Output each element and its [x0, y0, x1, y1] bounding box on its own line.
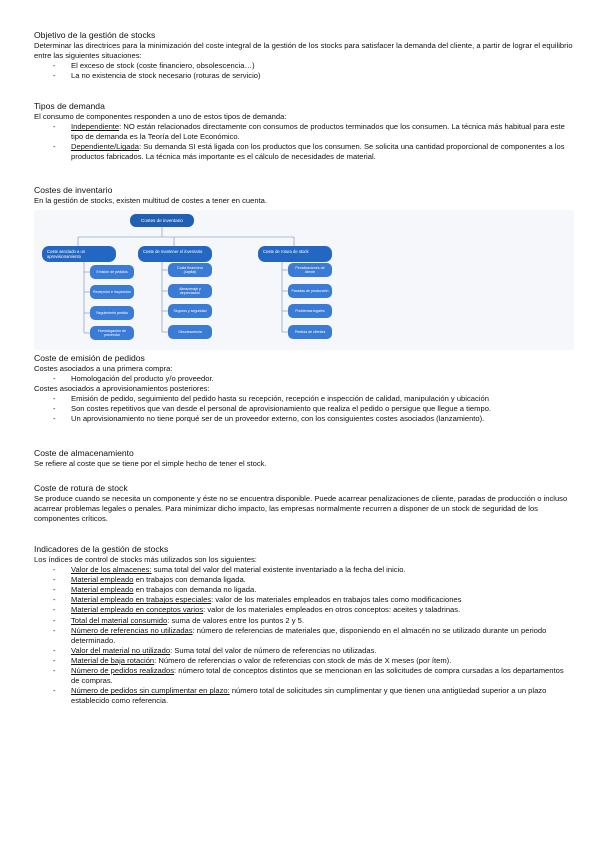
indicator-term: Total del material consumido [71, 615, 168, 625]
paragraph-tipos-demanda: El consumo de componentes responden a uno de estos tipos de demanda: [34, 112, 287, 121]
section-coste-rotura [34, 483, 574, 524]
list-item: - Emisión de pedido, seguimiento del pedido hasta su recepción, recepción e inspección de calidad, manipulación y ubicación [34, 394, 574, 404]
indicator-desc: en trabajos con demanda no ligada. [133, 585, 257, 595]
indicator-desc: : valor de los materiales empleados en otros conceptos: aceites y taladrinas. [203, 605, 461, 615]
paragraph-coste-rotura: Se produce cuando se necesita un componente y éste no se encuentra disponible. Puede acarrear penalizaciones de cliente, paradas de producción o incluso acarrear problemas legales o penales. Para minimizar dicho impacto, las empresas normalmente recurren a disponer de un stock de seguridad de los componentes críticos. [34, 494, 568, 524]
diagram-leaf: Obsolescencia [168, 325, 212, 339]
indicator-desc: : número de referencias de materiales que, disponiendo en el almacén no se utilizado durante un periodo determinado. [71, 625, 547, 645]
indicator-term: Material empleado en conceptos varios [71, 605, 204, 615]
indicator-term: Número de pedidos sin cumplimentar en plazo: [71, 686, 230, 696]
desc-dependiente: : Su demanda SI está ligada con los productos que los consumen. Se solicita una cantidad proporcional de componentes a los productos fabricados. La técnica más importante es el cálculo de necesidades de material. [71, 142, 565, 162]
indicator-term: Material empleado [71, 585, 134, 595]
desc-independiente: : NO están relacionados directamente con consumos de productos terminados que los consumen. La técnica más habitual para este tipo de demanda es la Teoría del Lote Económico. [71, 122, 565, 142]
diagram-leaf: Pérdida de clientes [288, 325, 332, 339]
diagram-leaf: Almacenaje y depreciación [168, 284, 212, 298]
indicator-desc: : Suma total del valor de número de referencias no utilizadas. [170, 645, 377, 655]
list-tipos-demanda [34, 122, 574, 162]
indicator-term: Valor de los almacenes: [71, 565, 152, 575]
diagram-branch-mantener: Coste de mantener el inventario [138, 246, 212, 262]
indicator-term: Número de referencias no utilizadas [71, 625, 193, 635]
indicator-desc: en trabajos con demanda ligada. [133, 575, 246, 585]
indicator-desc: suma total del valor del material existente inventariado a la fecha del inicio. [151, 565, 406, 575]
heading-costes-inventario: Costes de inventario [34, 185, 113, 195]
costes-inventario-diagram [34, 210, 574, 350]
list-item: - La no existencia de stock necesario (roturas de servicio) [34, 71, 574, 81]
list-item [34, 646, 574, 656]
section-coste-emision [34, 353, 574, 425]
list-item [34, 575, 574, 585]
section-indicadores [34, 544, 574, 706]
paragraph-coste-almacenamiento: Se refiere al coste que se tiene por el simple hecho de tener el stock. [34, 459, 267, 468]
indicator-desc: : valor de los materiales empleados en trabajos tales como modificaciones [211, 595, 462, 605]
list-primera-compra [34, 374, 574, 384]
diagram-leaf: Seguros y seguridad [168, 304, 212, 318]
diagram-leaf: Emisión de pedidos [90, 265, 134, 279]
indicator-term: Material de baja rotación [71, 655, 155, 665]
diagram-leaf: Seguimiento pedido [90, 306, 134, 320]
list-item [34, 656, 574, 666]
list-item [34, 585, 574, 595]
heading-coste-almacenamiento: Coste de almacenamiento [34, 448, 134, 458]
diagram-leaf: Homologación de proveedor [90, 326, 134, 340]
diagram-branch-rotura: Coste de rotura de stock [258, 246, 332, 262]
list-aprovisionamientos [34, 394, 574, 424]
list-item [34, 605, 574, 615]
list-item: - Son costes repetitivos que van desde el personal de aprovisionamiento que realiza el pedido o persigue que llegue a tiempo. [34, 404, 574, 414]
list-item [34, 626, 574, 646]
diagram-root-node: Costes de inventario [130, 214, 194, 227]
indicator-term: Material empleado en trabajos especiales [71, 595, 212, 605]
list-item [34, 122, 574, 142]
heading-indicadores: Indicadores de la gestión de stocks [34, 544, 169, 554]
list-item [34, 616, 574, 626]
indicator-desc: : Número de referencias o valor de referencias con stock de más de X meses (por ítem). [154, 655, 452, 665]
heading-coste-emision: Coste de emisión de pedidos [34, 353, 145, 363]
heading-tipos-demanda: Tipos de demanda [34, 101, 105, 111]
list-item [34, 142, 574, 162]
list-item [34, 666, 574, 686]
section-objetivo [34, 30, 574, 81]
diagram-leaf: Penalizaciones de cliente [288, 263, 332, 277]
diagram-leaf: Coste financiero (capital) [168, 263, 212, 277]
paragraph-primera-compra: Costes asociados a una primera compra: [34, 364, 173, 373]
section-coste-almacenamiento [34, 448, 574, 469]
list-indicadores [34, 565, 574, 706]
list-item: - El exceso de stock (coste financiero, obsolescencia…) [34, 61, 574, 71]
section-costes-inventario [34, 185, 574, 206]
indicator-term: Número de pedidos realizados [71, 666, 174, 676]
heading-objetivo: Objetivo de la gestión de stocks [34, 30, 156, 40]
list-item [34, 686, 574, 706]
term-dependiente: Dependiente/Ligada [71, 142, 139, 152]
heading-coste-rotura: Coste de rotura de stock [34, 483, 128, 493]
paragraph-indicadores: Los índices de control de stocks más utilizados son los siguientes: [34, 555, 257, 564]
term-independiente: Independiente [71, 122, 120, 132]
indicator-desc: : número total de conceptos distintos que se mencionan en las solicitudes de compra cursadas a los departamentos de compras. [71, 666, 564, 686]
list-objetivo [34, 61, 574, 81]
diagram-leaf: Problemas legales [288, 304, 332, 318]
list-item: - Homologación del producto y/o proveedor. [34, 374, 574, 384]
list-item [34, 565, 574, 575]
list-item: - Un aprovisionamiento no tiene porqué ser de un proveedor externo, con los consiguientes costes asociados (lanzamiento). [34, 414, 574, 424]
paragraph-aprovisionamientos: Costes asociados a aprovisionamientos posteriores: [34, 384, 210, 394]
indicator-term: Material empleado [71, 575, 134, 585]
diagram-leaf: Recepción e inspección [90, 285, 134, 299]
indicator-desc: : suma de valores entre los puntos 2 y 5. [167, 615, 304, 625]
list-item [34, 595, 574, 605]
indicator-term: Valor del material no utilizado [71, 645, 171, 655]
paragraph-objetivo: Determinar las directrices para la minimización del coste integral de la gestión de los stocks para satisfacer la demanda del cliente, a partir de lograr el equilibrio entre las siguientes situaciones: [34, 41, 573, 61]
indicator-desc: número total de solicitudes sin cumplimentar y que tienen una antigüedad superior a un plazo establecido como referencia. [71, 686, 547, 706]
diagram-leaf: Paradas de producción [288, 284, 332, 298]
paragraph-costes-inventario: En la gestión de stocks, existen multitud de costes a tener en cuenta. [34, 196, 268, 205]
diagram-branch-aprovisionamiento: Coste asociado a un aprovisionamiento [42, 246, 116, 262]
section-tipos-demanda [34, 101, 574, 162]
